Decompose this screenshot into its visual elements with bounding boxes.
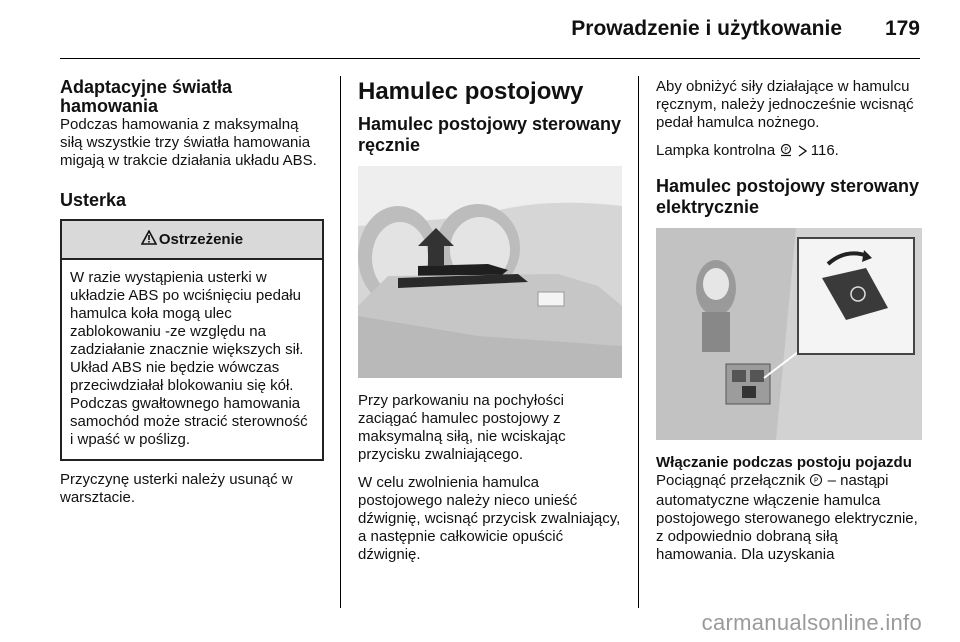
watermark: carmanualsonline.info [701,610,922,635]
svg-text:P: P [814,476,819,485]
photo-handbrake-lever [358,166,622,378]
header-title: Prowadzenie i użytkowanie [571,17,842,40]
subtitle-electric-brake: Hamulec postojowy sterowany elektrycznie [656,176,920,217]
warning-triangle-icon [141,230,157,249]
warning-header [62,221,322,260]
page-number: 179 [884,17,920,40]
lamp-text: Lampka kontrolna [656,142,776,159]
lamp-line [656,142,922,162]
page-reference-arrow-icon [798,144,807,162]
activation-text [656,472,922,564]
warning-box [60,219,324,461]
header-rule [60,58,920,59]
parking-switch-icon [809,473,823,492]
warning-body [62,260,322,459]
column-1 [60,78,324,507]
brake-lights-text: Podczas hamowania z maksymalną siłą wszystkie trzy światła hamowania migają w trakcie działania układu ABS. [60,116,317,169]
section-heading-brake-lights: Adaptacyjne światła hamowania [60,77,233,116]
svg-text:P: P [784,146,789,154]
parking-lamp-icon [779,143,793,162]
subtitle-manual-brake: Hamulec postojowy sterowany ręcznie [358,114,622,155]
subheading-activation: Włączanie podczas postoju pojazdu [656,454,912,471]
warning-title: Ostrzeżenie [158,231,244,248]
parking-para-2: W celu zwolnienia hamulca postojowego należy nieco unieść dźwignię, wcisnąć przycisk zwalniający, a następnie całkowicie opuścić dźwignię. [358,474,621,563]
warning-text: W razie wystąpienia usterki w układzie ABS po wciśnięciu pedału hamulca koła mogą ulec zablokowaniu -ze względu na zadziałanie znacznie większych sił. Układ ABS nie będzie wówczas przeciwdziałał blokowaniu się kół. Podczas gwałtownego hamowania samochód może stracić sterowność i wpaść w poślizg. [70,269,308,448]
page-header [0,0,960,60]
section-title-parking-brake: Hamulec postojowy [358,78,584,105]
activation-text-b: – nastąpi automatyczne włączenie hamulca postojowego sterowanego elektrycznie, z odpowiednio dobraną siłą hamowania. Dla uzyskania [656,472,918,563]
reduce-force-text: Aby obniżyć siły działające w hamulcu ręcznym, należy jednocześnie wcisnąć pedał hamulca nożnego. [656,78,914,131]
column-divider-2 [638,76,639,608]
activation-text-a: Pociągnąć przełącznik [656,472,806,489]
column-2 [358,78,622,564]
photo-electric-brake [656,228,922,440]
lamp-ref: 116. [810,142,839,159]
after-warning-text: Przyczynę usterki należy usunąć w warsztacie. [60,471,293,506]
column-divider-1 [340,76,341,608]
column-3 [656,78,922,564]
fault-heading: Usterka [60,190,127,210]
parking-para-1: Przy parkowaniu na pochyłości zaciągać hamulec postojowy z maksymalną siłą, nie wciskając przycisku zwalniającego. [358,392,566,463]
